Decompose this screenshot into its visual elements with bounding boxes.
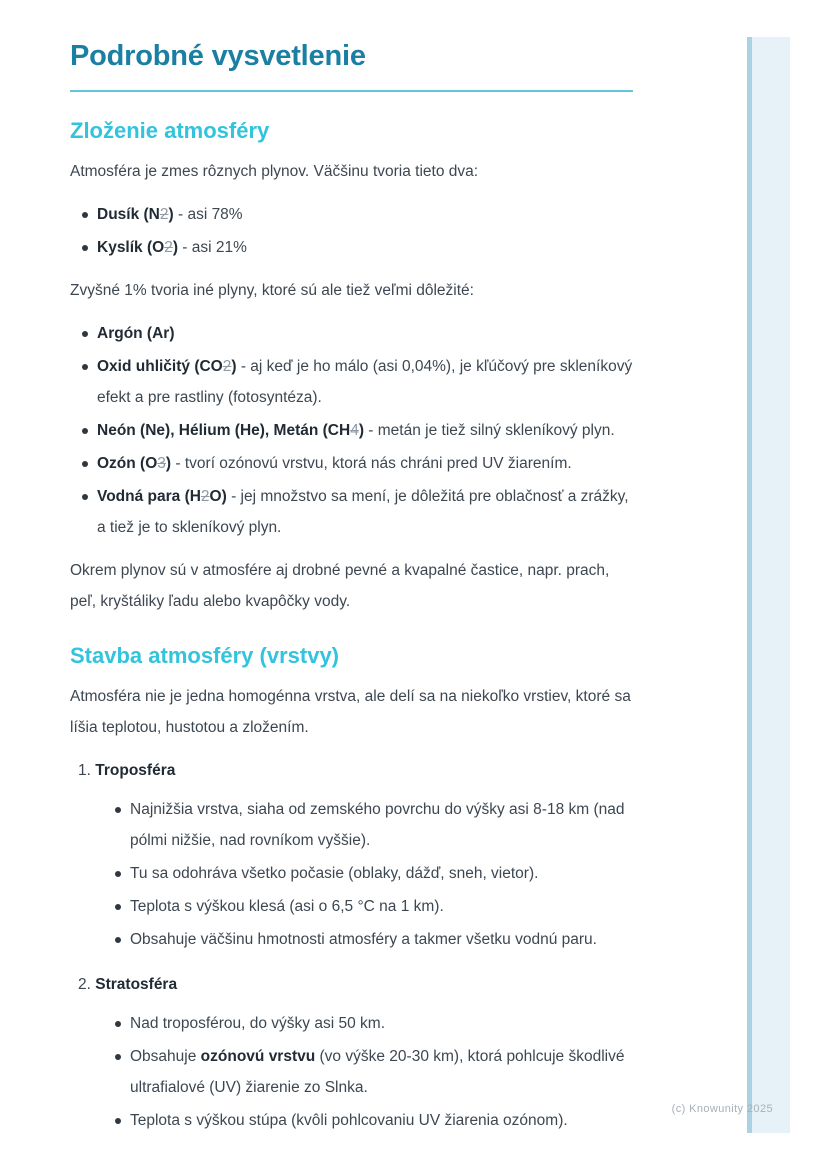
paragraph-intro: Atmosféra je zmes rôznych plynov. Väčšinu tvoria tieto dva:: [70, 163, 479, 180]
page-edge-decoration: [747, 37, 790, 1133]
layer-troposphere: [70, 755, 633, 955]
list-item: Vodná para (H2O) - jej množstvo sa mení, je dôležitá pre oblačnosť a zrážky, a tiež je to skleníkový plyn.: [82, 481, 633, 543]
section-composition: [70, 118, 633, 617]
struck-subscript: 2: [222, 358, 232, 375]
other-gases-list: [70, 318, 633, 543]
list-item: Nad troposférou, do výšky asi 50 km.: [115, 1008, 633, 1039]
list-item: Ozón (O3) - tvorí ozónovú vrstvu, ktorá nás chráni pred UV žiarením.: [82, 448, 633, 479]
section-heading-composition: Zloženie atmosféry: [70, 118, 270, 143]
ordinal-marker: 1.: [78, 762, 91, 779]
list-item: Tu sa odohráva všetko počasie (oblaky, dážď, sneh, vietor).: [115, 858, 633, 889]
struck-subscript: 4: [350, 422, 359, 439]
struck-subscript: 2: [159, 206, 169, 223]
paragraph-outro: Okrem plynov sú v atmosfére aj drobné pevné a kvapalné častice, napr. prach, peľ, kryštáliky ľadu alebo kvapôčky vody.: [70, 562, 610, 610]
paragraph-middle: Zvyšné 1% tvoria iné plyny, ktoré sú ale tiež veľmi dôležité:: [70, 282, 474, 299]
list-item: Teplota s výškou stúpa (kvôli pohlcovaniu UV žiarenia ozónom).: [115, 1105, 633, 1136]
section-heading-structure: Stavba atmosféry (vrstvy): [70, 643, 340, 668]
list-item: Kyslík (O2) - asi 21%: [82, 232, 633, 263]
layer-points: [70, 794, 633, 955]
paragraph-intro: Atmosféra nie je jedna homogénna vrstva, ale delí sa na niekoľko vrstiev, ktoré sa líšia teplotou, hustotou a zložením.: [70, 688, 631, 736]
main-gases-list: [70, 199, 633, 263]
layer-name: Stratosféra: [95, 976, 178, 993]
list-item: Teplota s výškou klesá (asi o 6,5 °C na 1 km).: [115, 891, 633, 922]
list-item: Obsahuje ozónovú vrstvu (vo výške 20-30 km), ktorá pohlcuje škodlivé ultrafialové (UV) žiarenie zo Slnka.: [115, 1041, 633, 1103]
layer-points: [70, 1008, 633, 1136]
list-item: Argón (Ar): [82, 318, 633, 349]
section-structure: [70, 643, 633, 1136]
struck-subscript: 2: [164, 239, 173, 256]
list-item: Obsahuje väčšinu hmotnosti atmosféry a takmer všetku vodnú paru.: [115, 924, 633, 955]
layer-heading: [70, 755, 633, 786]
title-divider: [70, 90, 633, 92]
list-item: Oxid uhličitý (CO2) - aj keď je ho málo (asi 0,04%), je kľúčový pre skleníkový efekt a pre rastliny (fotosyntéza).: [82, 351, 633, 413]
list-item: Dusík (N2) - asi 78%: [82, 199, 633, 230]
layers-list: [70, 755, 633, 1136]
ordinal-marker: 2.: [78, 976, 91, 993]
struck-subscript: 3: [157, 455, 166, 472]
list-item: Najnižšia vrstva, siaha od zemského povrchu do výšky asi 8-18 km (nad pólmi nižšie, nad rovníkom vyššie).: [115, 794, 633, 856]
layer-stratosphere: [70, 969, 633, 1136]
page-title: Podrobné vysvetlenie: [70, 40, 366, 72]
layer-heading: [70, 969, 633, 1000]
list-item: Neón (Ne), Hélium (He), Metán (CH4) - metán je tiež silný skleníkový plyn.: [82, 415, 633, 446]
layer-name: Troposféra: [95, 762, 176, 779]
struck-subscript: 2: [200, 488, 210, 505]
copyright-notice: (c) Knowunity 2025: [671, 1103, 773, 1115]
